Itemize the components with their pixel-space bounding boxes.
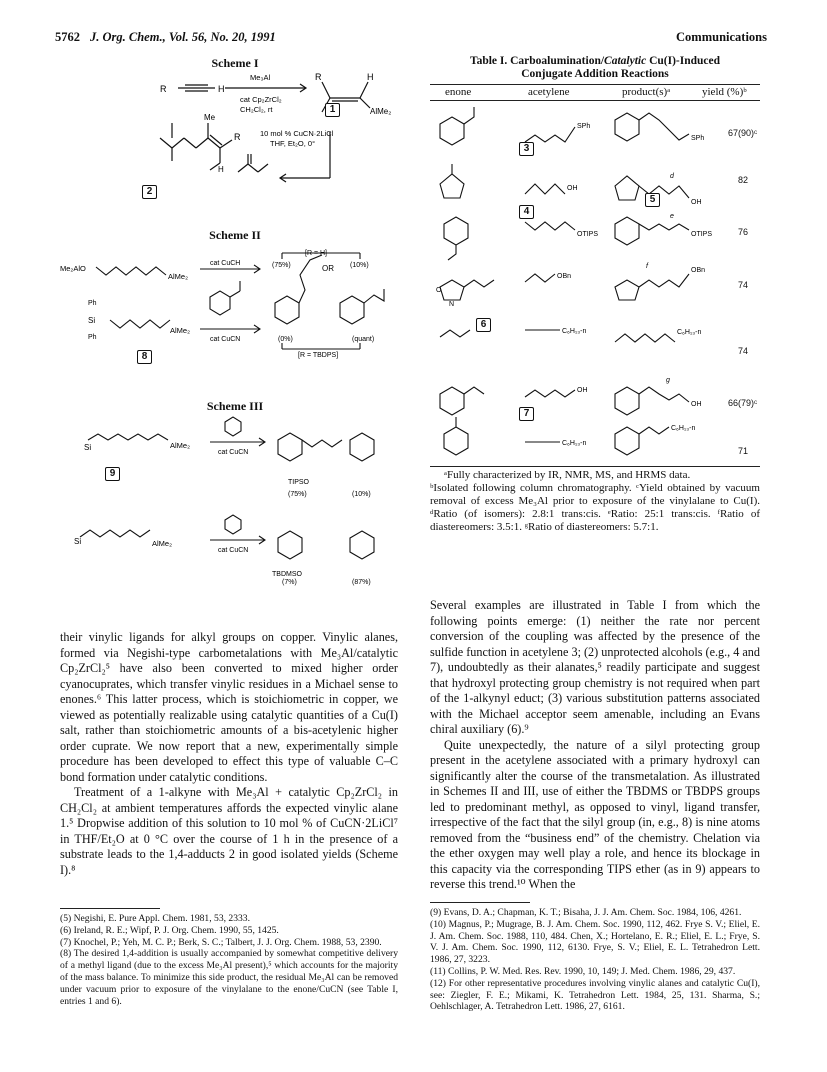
tbl-mark-e: e: [670, 213, 674, 220]
page-number: 5762: [55, 30, 80, 44]
tbl-c6-3: C₆H₁₃-n: [562, 440, 587, 447]
right-paragraph-2: Quite unexpectedly, the nature of a silyl protecting group present in the acetylene associated with a primary hydroxyl can significantly alter the course of the transmetalation. As illustrated in Schemes II and III, use of either the TBDMS or TBDPS groups led to predominant methyl, as opposed to vinyl, ligand transfer, irrespective of the fact that the silyl group (in, e.g., 8) is nine atoms removed from the “business end” of the chemistry. Chelation via the ether oxygen may well play a role, and hence its blockage in this capacity via the corresponding TIPS ether (as in 9) appears to reverse this trend.¹⁰ When the: [430, 737, 760, 891]
s3-pct-4: (87%): [352, 579, 371, 586]
compound-8-label: 8: [137, 350, 152, 364]
s1-prod-r: R: [315, 72, 322, 82]
footnote-7: (7) Knochel, P.; Yeh, M. C. P.; Berk, S. C.; Talbert, J. J. Org. Chem. 1988, 53, 2390.: [60, 936, 382, 948]
s3-al-1: AlMe₂: [170, 441, 190, 450]
compound-2-label: 2: [142, 185, 157, 199]
yield-row-5: 74: [738, 346, 749, 356]
footnote-12: (12) For other representative procedures involving vinylic alanes and catalytic Cu(I), see: Ziegler, F. E.; Mikami, K. Tetrahedron Lett. 1984, 25, 131. Sharma, S.; Oehlschlager, A. Tetrahedron Lett. 1986, 27, 6161.: [430, 977, 760, 1013]
s1-cond2: THF, Et₂O, 0°: [270, 139, 316, 148]
tbl-sph-1: SPh: [577, 123, 591, 130]
s2-ph-1: Ph: [88, 300, 97, 307]
compound-7-label: 7: [519, 407, 534, 421]
s2-pct-4: (quant): [352, 336, 375, 343]
s2-si: Si: [88, 316, 96, 325]
s3-tipso: TIPSO: [288, 479, 310, 486]
s3-pct-2: (10%): [352, 491, 371, 498]
journal-citation: J. Org. Chem., Vol. 56, No. 20, 1991: [90, 30, 276, 44]
tbl-sph-2: SPh: [691, 135, 705, 142]
tbl-otips-1: OTIPS: [577, 231, 599, 238]
s1-reagent-bot: CH₂Cl₂, rt: [240, 105, 273, 114]
table-footnotes: [430, 469, 760, 534]
left-footnotes: [60, 913, 398, 1007]
s3-cat-2: cat CuCN: [218, 547, 249, 554]
footnote-5: (5) Negishi, E. Pure Appl. Chem. 1981, 53, 2333.: [60, 913, 250, 924]
scheme-1-title: Scheme I: [211, 56, 259, 70]
s1-prod-h: H: [367, 72, 374, 82]
table-rule-bottom: [430, 466, 760, 467]
scheme-2-title: Scheme II: [209, 228, 261, 242]
s1-reagent-mid: cat Cp₂ZrCl₂: [240, 95, 282, 104]
footnote-8: (8) The desired 1,4-addition is usually accompanied by somewhat competitive delivery of a methyl ligand (due to the excess Me₃Al present),⁵ which accounts for the majority of the mass balance. To minimize this side product, the residual Me₃Al can be removed under vacuum prior to exposure of the vinylalane to the enone/CuCN (see Table I, entries 1 and 6).: [60, 948, 398, 1007]
left-body-text: [60, 630, 398, 878]
yield-row-1: 67(90)ᶜ: [728, 128, 758, 138]
s3-al-2: AlMe₂: [152, 539, 172, 548]
yield-row-7: 71: [738, 446, 749, 456]
compound-3-label: 3: [519, 142, 534, 156]
tbl-mark-d: d: [670, 173, 674, 180]
col-head-products: product(s)ᵃ: [622, 86, 671, 98]
tbl-oh-1: OH: [567, 185, 578, 192]
compound-6-label: 6: [476, 318, 491, 332]
col-head-yield: yield (%)ᵇ: [702, 86, 747, 98]
tbl-oh-2: OH: [691, 199, 702, 206]
s1-reagent-top: Me₃Al: [250, 73, 271, 82]
s1-cond1: 10 mol % CuCN·2LiCl: [260, 129, 334, 138]
footnote-10: (10) Magnus, P.; Mugrage, B. J. Am. Chem. Soc. 1990, 112, 462. Frye S. V.; Eliel, E. J. Am. Chem. Soc. 1988, 110, 484. Chen, X.; Hortelano, E. R.; Eliel, E. L.; Frye, S. V. J. Am. Chem. Soc. 1990, 112, 6130. Frye, S. V.; Eliel, E. L. Tetrahedron Lett. 1986, 27, 3223.: [430, 918, 760, 966]
table-title-part2: Cu(I)-Induced: [646, 55, 721, 67]
s3-tbdmso: TBDMSO: [272, 571, 302, 578]
footnote-11: (11) Collins, P. W. Med. Res. Rev. 1990, 10, 149; J. Med. Chem. 1986, 29, 437.: [430, 965, 736, 977]
left-paragraph-2: Treatment of a 1-alkyne with Me₃Al + catalytic Cp₂ZrCl₂ in CH₂Cl₂ at ambient temperatures affords the expected vinylic alane 1.⁵ Dropwise addition of this solution to 10 mol % of CuCN·2LiCl⁷ in THF/Et₂O at 0 °C over the course of 1 h in the presence of a substrate leads to the 1,4-adducts 2 in good isolated yields (Scheme I).⁸: [60, 785, 398, 877]
yield-row-2: 82: [738, 175, 749, 185]
col-head-acetylene: acetylene: [528, 86, 570, 98]
s3-pct-3: (7%): [282, 579, 297, 586]
right-footnotes: [430, 907, 760, 1013]
s2-cat-1: cat CuCH: [210, 260, 241, 267]
tbl-oh-4: OH: [691, 401, 702, 408]
s3-pct-1: (75%): [288, 491, 307, 498]
scheme-2-figure: [60, 245, 400, 360]
s2-pct-2: (10%): [350, 262, 369, 269]
compound-1-label: 1: [325, 103, 340, 117]
s1-r2: R: [234, 132, 241, 142]
tbl-ox-n: N: [449, 301, 455, 308]
compound-9-label: 9: [105, 467, 120, 481]
table-footnote-a: ᵃFully characterized by IR, NMR, MS, and HRMS data.: [444, 469, 691, 481]
s2-pct-1: (75%): [272, 262, 291, 269]
left-paragraph-1: their vinylic ligands for alkyl groups on copper. Vinylic alanes, formed via Negishi-type carbometalations with Me₃Al/catalytic Cp₂ZrCl₂⁵ have also been converted to mixed higher order cyanocuprates, which transfer vinylic residues in a Michael sense to enones.⁶ This latter process, which is stoichiometric in copper, we viewed as potentially realizable using catalytic quantities of a Cu(I) salt, rather than stoichiometric amounts of a bis-acetylenic higher order cuprate. We now report that a new, experimentally simple procedure has been developed to effect this type of valuable C–C bond formation under catalytic conditions.: [60, 630, 398, 784]
s2-bracket-bot: [R = TBDPS]: [298, 352, 339, 359]
s2-al-1: AlMe₂: [168, 272, 188, 281]
yield-row-4: 74: [738, 280, 749, 290]
tbl-otips-2: OTIPS: [691, 231, 713, 238]
tbl-mark-f: f: [646, 263, 648, 270]
compound-5-label: 5: [645, 193, 660, 207]
tbl-oh-3: OH: [577, 387, 588, 394]
yield-row-6: 66(79)ᶜ: [728, 398, 758, 408]
s1-h2: H: [218, 165, 224, 174]
table-footnote-b: ᵇIsolated following column chromatography. ᶜYield obtained by vacuum removal of excess Me₃Al prior to exposure of the vinylalane to Cu(I). ᵈRatio (of isomers): 2.8:1 trans:cis. ᵉRatio: 25:1 trans:cis. ᶠRatio of diastereomers: 3.5:1. ᵍRatio of diastereomers: 5.7:1.: [430, 482, 760, 533]
tbl-mark-g: g: [666, 377, 670, 384]
col-head-enone: enone: [445, 86, 472, 98]
s2-al-2: AlMe₂: [170, 326, 190, 335]
right-paragraph-1: Several examples are illustrated in Table I from which the following points emerge: (1) neither the rate nor percent conversion of the coupling was affected by the presence of the sulfide function in acetylene 3; (2) unprotected alcohols (e.g., 4 and 7), undoubtedly as their alanates,⁵ readily participate and suggest that hydroxyl protecting group chemistry is not required when part of the 1-alkynyl educt; (3) various substitution patterns associated with the Michael acceptor seem amenable, including an Evans chiral auxiliary (6).⁹: [430, 598, 760, 736]
s1-h: H: [218, 84, 225, 94]
section-name: Communications: [676, 30, 767, 44]
table-title-part3: Conjugate Addition Reactions: [521, 68, 669, 80]
scheme-3-figure: [60, 412, 400, 586]
s2-cat-2: cat CuCN: [210, 336, 241, 343]
right-body-text: [430, 598, 760, 893]
s2-reagent-1: Me₂AlO: [60, 264, 86, 273]
footnote-9: (9) Evans, D. A.; Chapman, K. T.; Bisaha, J. J. Am. Chem. Soc. 1984, 106, 4261.: [430, 907, 742, 918]
table-rule-mid: [430, 100, 760, 101]
s2-ph-2: Ph: [88, 334, 97, 341]
s2-pct-3: (0%): [278, 336, 293, 343]
left-footnote-rule: [60, 908, 160, 909]
tbl-obn-1: OBn: [557, 273, 572, 280]
tbl-ox-o: O: [436, 287, 442, 294]
tbl-c6-4: C₆H₁₃-n: [671, 425, 696, 432]
table-rule-top: [430, 84, 760, 85]
right-footnote-rule: [430, 902, 530, 903]
tbl-obn-2: OBn: [691, 267, 706, 274]
footnote-6: (6) Ireland, R. E.; Wipf, P. J. Org. Chem. 1990, 55, 1425.: [60, 924, 279, 936]
s2-or: OR: [322, 264, 334, 273]
tbl-c6-2: C₆H₁₃-n: [677, 329, 702, 336]
s1-r: R: [160, 84, 167, 94]
scheme-1-figure: [60, 68, 400, 208]
tbl-c6-1: C₆H₁₃-n: [562, 328, 587, 335]
scheme-3-title: Scheme III: [206, 399, 264, 413]
s3-si-2: Si: [74, 537, 82, 546]
table-title-part1: Table I. Carboalumination/: [469, 55, 605, 67]
s3-cat-1: cat CuCN: [218, 449, 249, 456]
s1-prod-al: AlMe₂: [370, 107, 392, 116]
s3-si-1: Si: [84, 443, 92, 452]
yield-row-3: 76: [738, 227, 749, 237]
s1-me: Me: [204, 113, 216, 122]
table-title-italic: Catalytic: [604, 55, 647, 67]
s2-bracket-top: [R = H]: [305, 250, 327, 257]
table-title: [430, 55, 760, 81]
table-structures: [430, 102, 760, 462]
compound-4-label: 4: [519, 205, 534, 219]
